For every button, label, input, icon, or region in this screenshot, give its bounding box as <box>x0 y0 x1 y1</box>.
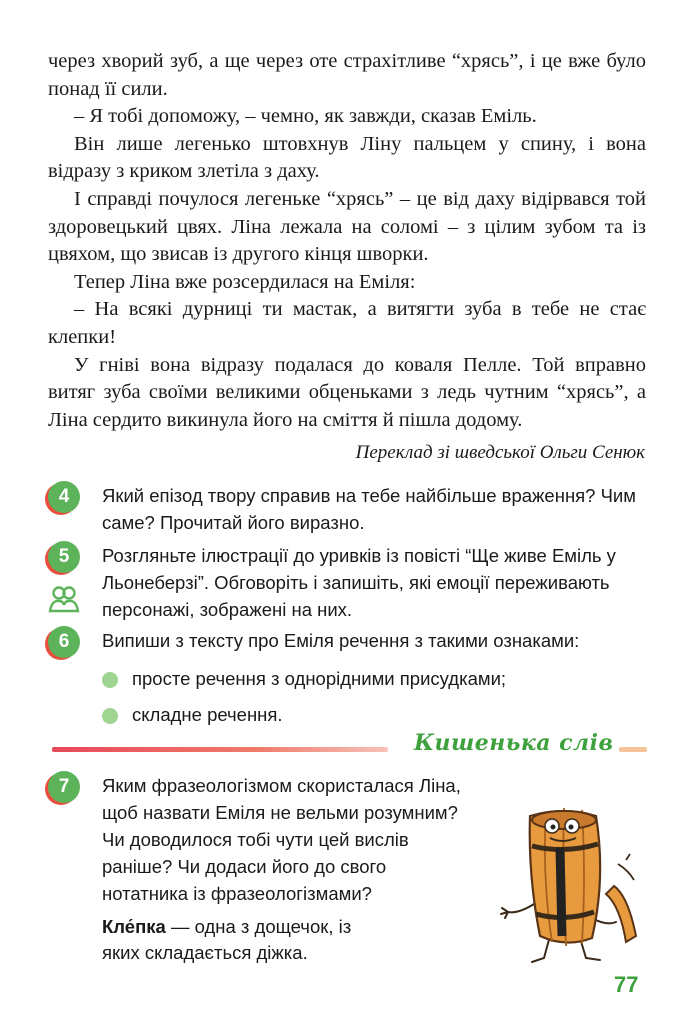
task-number-badge: 7 <box>48 771 80 803</box>
task-text: Який епізод твору справив на тебе найбільше враження? Чим саме? Прочитай його виразно. <box>102 485 636 533</box>
story-paragraph: – На всякі дурниці ти мастак, а витягти зуба в тебе не стає клепки! <box>48 298 646 348</box>
list-item-text: складне речення. <box>132 704 283 725</box>
task-7 <box>48 772 468 907</box>
glossary-entry <box>102 914 382 966</box>
pocket-of-words-banner <box>52 730 647 766</box>
page-number: 77 <box>614 972 639 997</box>
pair-work-icon <box>48 584 80 614</box>
story-paragraph: І справді почулося легеньке “хрясь” – це від даху відірвався той здоровецький цвях. Ліна лежала на соломі – з цілим зубом та із цвяхом, що звисав із другого кінця шворки. <box>48 187 646 266</box>
bullet-dot-icon <box>102 708 118 724</box>
glossary-definition: — одна з дощечок, із яких складається діжка. <box>102 916 352 963</box>
task-6 <box>48 627 648 736</box>
task-text: Випиши з тексту про Еміля речення з такими ознаками: <box>102 630 580 651</box>
translation-credit: Переклад зі шведської Ольги Сенюк <box>355 442 645 463</box>
barrel-character-illustration <box>488 786 658 972</box>
story-paragraph: Він лише легенько штовхнув Ліну пальцем у спину, і вона відразу з криком злетіла з даху. <box>48 132 646 183</box>
task-text: Розгляньте ілюстрації до уривків із повісті “Ще живе Еміль у Льонеберзі”. Обговоріть і запишіть, які емоції переживають персонажі, зображені на них. <box>102 545 616 620</box>
task-bullet-list <box>102 664 648 736</box>
banner-stripe-right <box>619 747 647 752</box>
pocket-title: Кишенька слів <box>414 730 614 756</box>
story-paragraph: Тепер Ліна вже розсердилася на Еміля: <box>74 270 416 293</box>
story-paragraph: У гніві вона відразу подалася до коваля Пелле. Той вправно витяг зуба своїми великими обценьками з ледь чутним “хрясь”, а Ліна сердито викинула його на сміття й пішла додому. <box>48 353 646 431</box>
task-5 <box>48 542 648 623</box>
story-paragraph: – Я тобі допоможу, – чемно, як завжди, сказав Еміль. <box>74 105 537 128</box>
list-item <box>102 664 648 700</box>
task-number-badge: 6 <box>48 626 80 658</box>
story-text <box>48 48 646 434</box>
banner-stripe-left <box>52 747 388 752</box>
task-number-badge: 5 <box>48 541 80 573</box>
list-item-text: просте речення з однорідними присудками; <box>132 668 507 689</box>
bullet-dot-icon <box>102 672 118 688</box>
task-number-badge: 4 <box>48 481 80 513</box>
task-text: Яким фразеологізмом скористалася Ліна, щоб назвати Еміля не вельми розумним? Чи доводилося тобі чути цей вислів раніше? Чи додаси його до свого нотатника із фразеологізмами? <box>102 775 461 904</box>
story-paragraph: через хворий зуб, а ще через оте страхітливе “хрясь”, і це вже було понад її сили. <box>48 50 646 100</box>
task-4 <box>48 482 648 536</box>
glossary-term: Кле́пка <box>102 916 166 937</box>
